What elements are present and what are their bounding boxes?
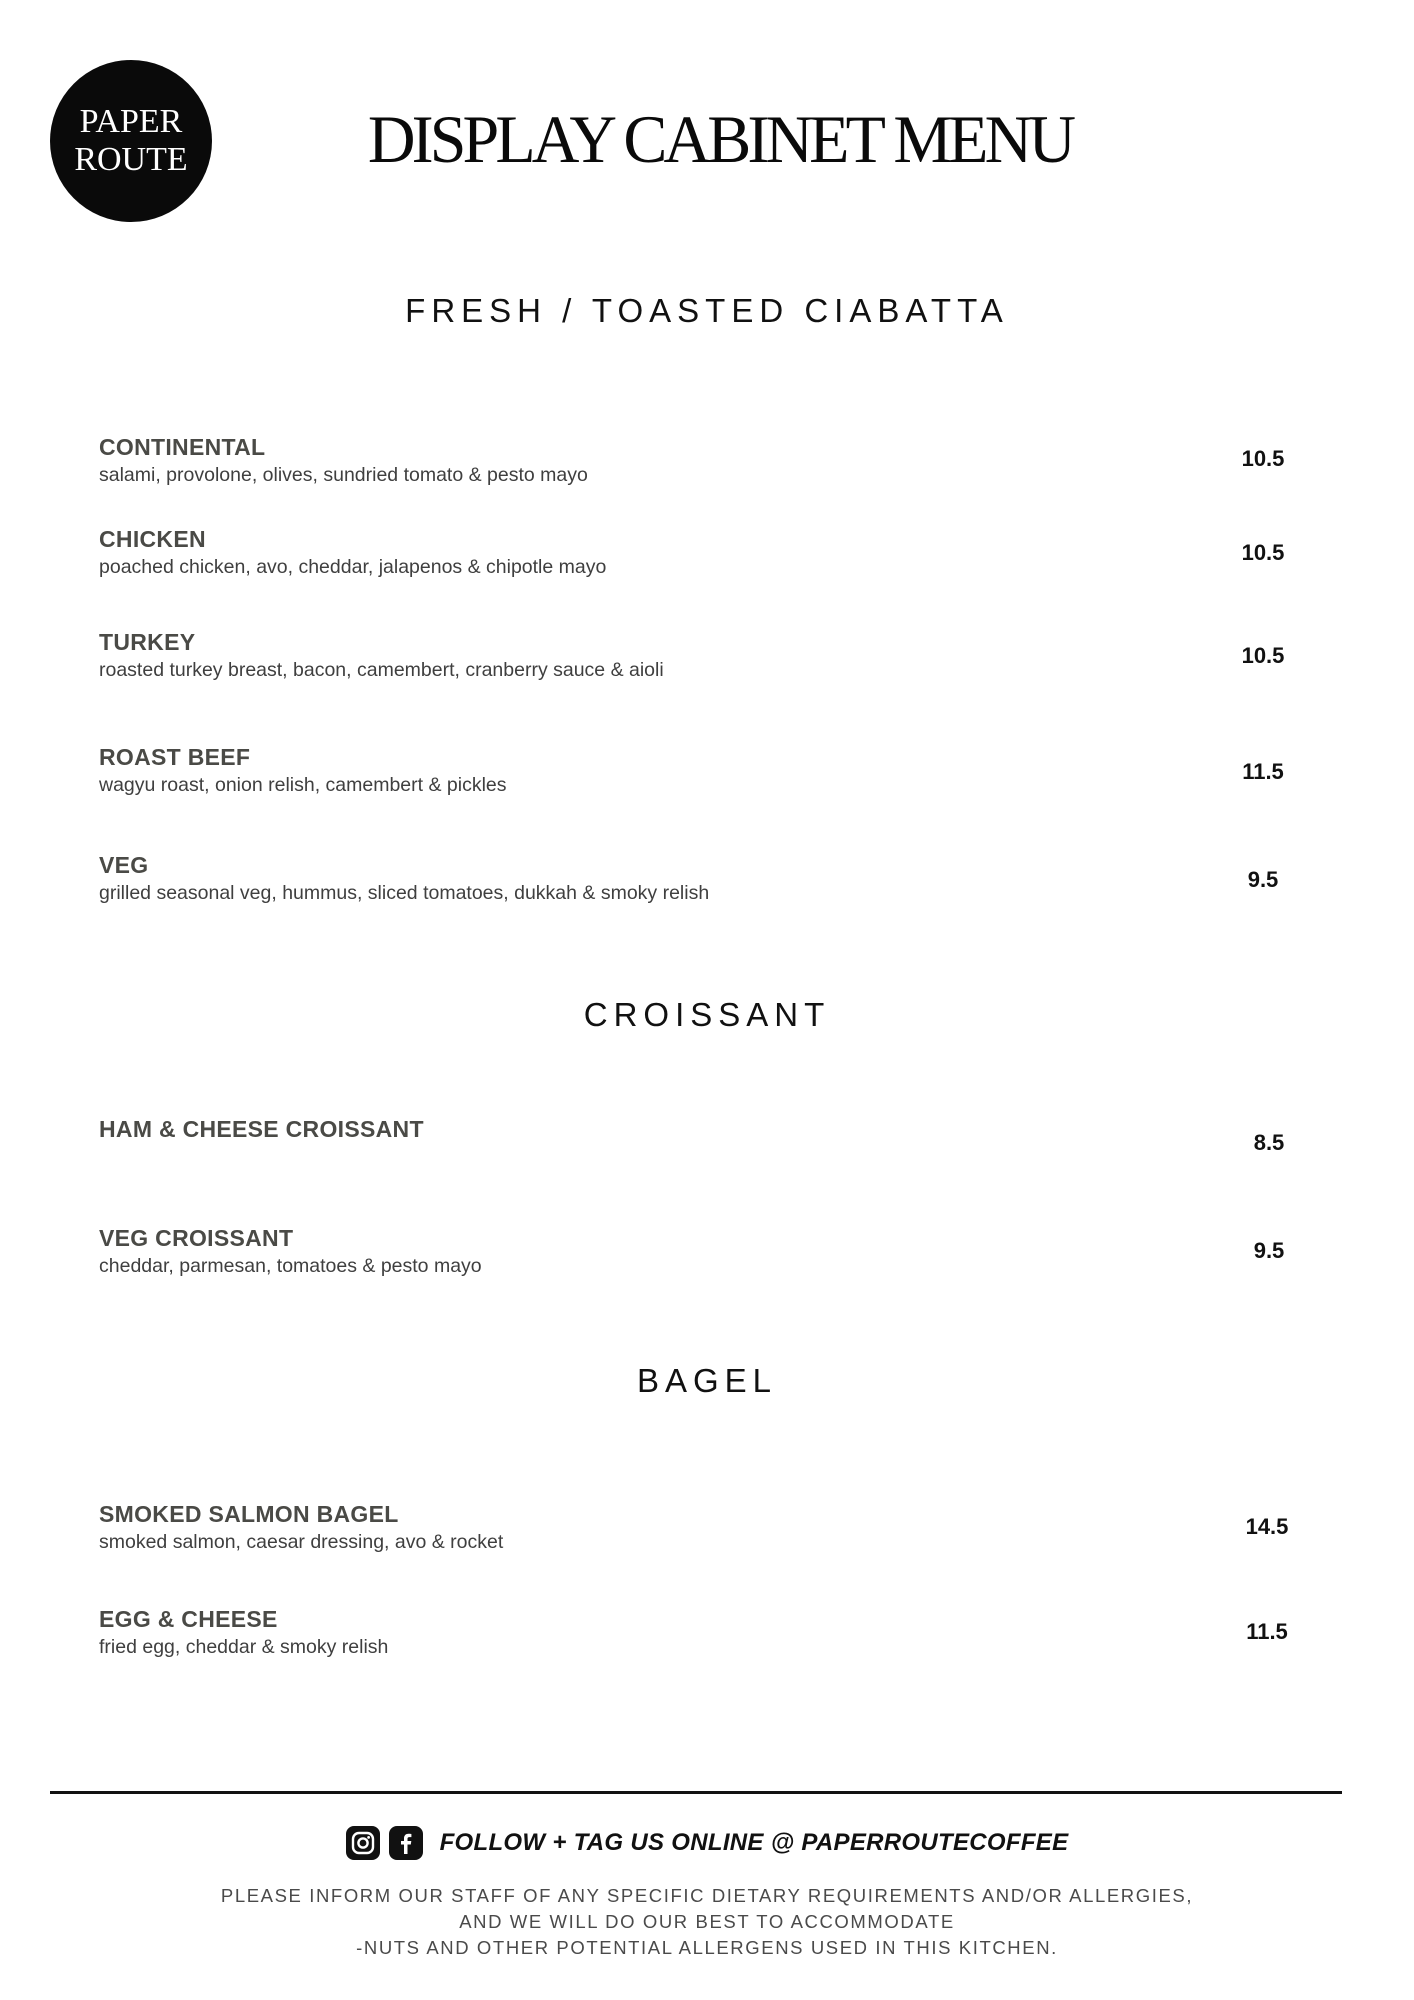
notice-line-3: -NUTS AND OTHER POTENTIAL ALLERGENS USED IN THIS KITCHEN. (356, 1937, 1058, 1958)
item-description: grilled seasonal veg, hummus, sliced tomatoes, dukkah & smoky relish (99, 882, 710, 904)
notice-line-1: PLEASE INFORM OUR STAFF OF ANY SPECIFIC DIETARY REQUIREMENTS AND/OR ALLERGIES, (220, 1885, 1194, 1906)
menu-item-veg-croissant (99, 1224, 1299, 1279)
section-title-croissant: CROISSANT (583, 996, 831, 1033)
item-name: CHICKEN (99, 526, 206, 552)
item-price: 8.5 (1253, 1130, 1285, 1155)
item-price: 10.5 (1241, 540, 1285, 565)
menu-item-veg (99, 851, 1299, 906)
facebook-icon[interactable] (389, 1826, 423, 1860)
item-name: EGG & CHEESE (99, 1606, 278, 1632)
item-name: VEG CROISSANT (99, 1225, 294, 1251)
item-name: TURKEY (99, 629, 196, 655)
logo-line-1: PAPER (79, 103, 183, 140)
menu-item-ham-cheese-croissant (99, 1115, 1299, 1143)
item-description: smoked salmon, caesar dressing, avo & rocket (99, 1531, 504, 1553)
instagram-icon[interactable] (346, 1826, 380, 1860)
item-name: ROAST BEEF (99, 744, 251, 770)
page-title: DISPLAY CABINET MENU (367, 101, 1073, 177)
menu-item-chicken (99, 525, 1299, 580)
notice-line-2: AND WE WILL DO OUR BEST TO ACCOMMODATE (459, 1911, 955, 1932)
menu-item-egg-cheese (99, 1605, 1299, 1660)
item-price: 9.5 (1247, 867, 1279, 892)
item-name: SMOKED SALMON BAGEL (99, 1501, 399, 1527)
section-title-ciabatta: FRESH / TOASTED CIABATTA (405, 292, 1009, 329)
item-price: 10.5 (1241, 446, 1285, 471)
follow-text: FOLLOW + TAG US ONLINE @ PAPERROUTECOFFEE (439, 1829, 1069, 1856)
logo-line-2: ROUTE (74, 141, 188, 178)
menu-item-continental (99, 433, 1299, 488)
dietary-notice (0, 1883, 1414, 1961)
menu-item-turkey (99, 628, 1299, 683)
item-description: poached chicken, avo, cheddar, jalapenos & chipotle mayo (99, 556, 607, 578)
item-description: roasted turkey breast, bacon, camembert, cranberry sauce & aioli (99, 659, 664, 681)
item-description: cheddar, parmesan, tomatoes & pesto mayo (99, 1255, 482, 1277)
section-title-bagel: BAGEL (636, 1362, 778, 1399)
item-price: 10.5 (1241, 643, 1285, 668)
item-price: 14.5 (1245, 1514, 1289, 1539)
item-description: wagyu roast, onion relish, camembert & pickles (99, 774, 507, 796)
item-name: VEG (99, 852, 149, 878)
item-name: CONTINENTAL (99, 434, 266, 460)
item-price: 11.5 (1242, 759, 1284, 784)
item-description: fried egg, cheddar & smoky relish (99, 1636, 389, 1658)
menu-item-smoked-salmon-bagel (99, 1500, 1299, 1555)
item-description: salami, provolone, olives, sundried tomato & pesto mayo (99, 464, 588, 486)
logo (50, 60, 212, 222)
item-price: 9.5 (1253, 1238, 1285, 1263)
footer-divider (50, 1791, 1342, 1794)
item-price: 11.5 (1246, 1619, 1288, 1644)
social-follow (0, 1826, 1414, 1860)
item-name: HAM & CHEESE CROISSANT (99, 1116, 424, 1142)
menu-item-roast-beef (99, 743, 1299, 798)
